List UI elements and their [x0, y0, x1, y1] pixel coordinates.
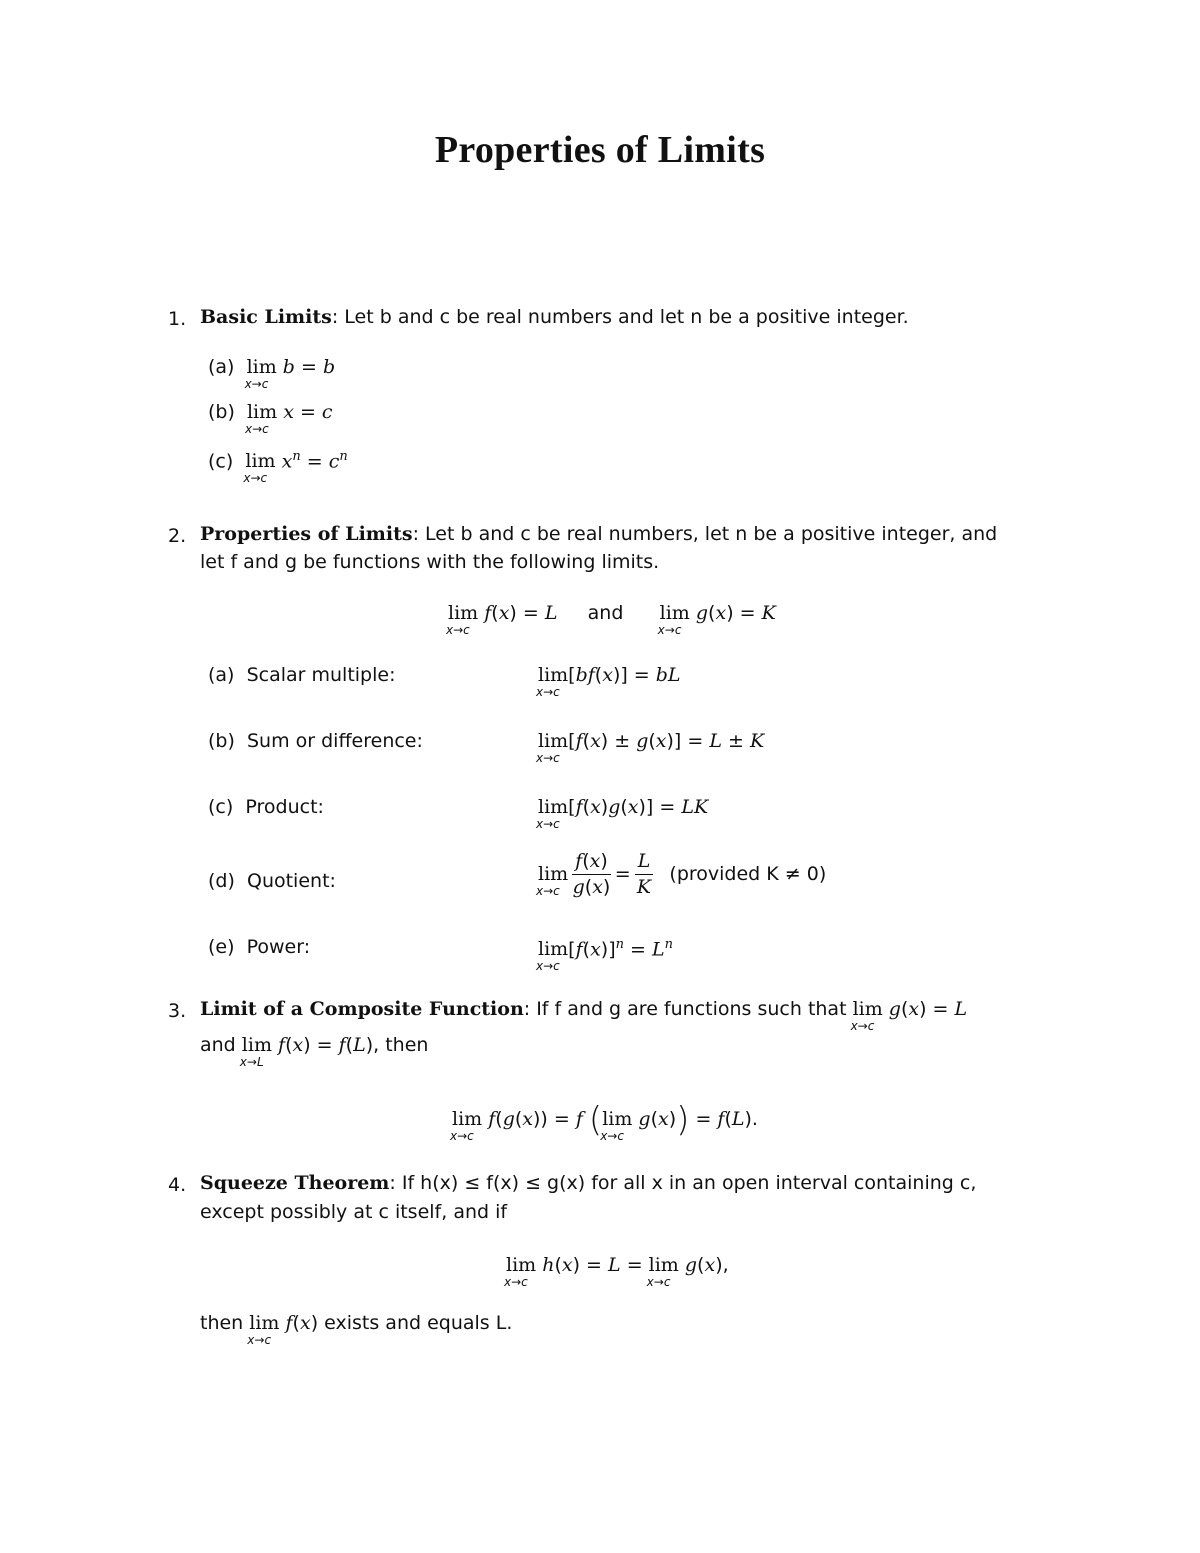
item-2b-formula: lim x→c [f(x) ± g(x)] = L ± K [536, 730, 765, 765]
given-limits: lim x→c f(x) = L and lim x→c g(x) = K [446, 602, 776, 637]
item-2c-label: (c) [208, 796, 234, 818]
item-2c-name [208, 798, 324, 817]
composite-formula: lim x→c f(g(x)) = f (lim x→c g(x)) = f(L). [450, 1100, 758, 1143]
limit-operator: lim x→c [504, 1254, 537, 1289]
limit-operator: lim x→c [247, 1312, 280, 1347]
limit-operator: lim x→c [536, 863, 569, 898]
limit-operator: lim x→c [244, 401, 278, 436]
item-2b-label: (b) [208, 730, 235, 752]
limit-operator: lim x→c [450, 1108, 483, 1143]
section-3-intro: : If f and g are functions such that [523, 998, 847, 1020]
item-2b-name [208, 732, 423, 751]
section-3-heading: Limit of a Composite Function [200, 998, 524, 1020]
section-2-intro-line2: let f and g be functions with the following limits. [200, 551, 660, 573]
item-1c-label: (c) [208, 450, 234, 473]
item-2c-formula: lim x→c [f(x)g(x)] = LK [536, 796, 709, 831]
item-1a: (a) lim x→c b = b [208, 356, 336, 391]
item-1b-label: (b) [208, 401, 235, 423]
limit-operator: lim x→c [536, 796, 569, 831]
conclusion-suffix: exists and equals L. [324, 1312, 513, 1334]
limit-operator: lim x→c [536, 664, 569, 699]
section-4-heading: Squeeze Theorem [200, 1172, 390, 1194]
section-1-number: 1. [168, 308, 187, 330]
conclusion-prefix: then [200, 1312, 244, 1334]
item-2a-label: (a) [208, 664, 235, 686]
limit-operator: lim x→c [446, 602, 479, 637]
item-2d-name [208, 872, 336, 891]
item-2a-formula: lim x→c [bf(x)] = bL [536, 664, 681, 699]
item-2a-title: Scalar multiple: [246, 664, 396, 686]
limit-operator: lim x→c [600, 1108, 633, 1143]
section-3-line2: and lim x→L f(x) = f(L), then [200, 1034, 429, 1069]
item-2e-name [208, 938, 310, 957]
section-2-number: 2. [168, 525, 187, 547]
section-1-statement [200, 308, 909, 327]
section-4-statement [200, 1174, 976, 1193]
item-2c-title: Product: [245, 796, 324, 818]
section-4-number: 4. [168, 1174, 187, 1196]
item-2d-label: (d) [208, 870, 235, 892]
quotient-result-fraction: $\frac{L}{K}$ [635, 852, 654, 897]
section-3-line2-suffix: , then [373, 1034, 429, 1056]
section-4-intro: : If h(x) ≤ f(x) ≤ g(x) for all x in an open interval containing c, [389, 1172, 977, 1194]
item-2e-formula: lim x→c $[f(x)]^n = L^n$ [536, 937, 673, 974]
limit-operator: lim x→c [657, 602, 690, 637]
section-1-heading: Basic Limits [200, 306, 332, 328]
page-title: Properties of Limits [434, 129, 766, 171]
section-1-intro: : Let b and c be real numbers and let n be a positive integer. [331, 306, 909, 328]
item-2d-title: Quotient: [246, 870, 336, 892]
item-1a-label: (a) [208, 356, 235, 378]
section-4-line2: except possibly at c itself, and if [200, 1201, 508, 1223]
limit-operator: lim x→c [646, 1254, 679, 1289]
section-4-conclusion: then lim x→c f(x) exists and equals L. [200, 1312, 513, 1347]
limit-operator: lim x→c [243, 450, 276, 486]
limit-operator: lim x→L [239, 1034, 272, 1069]
item-2e-title: Power: [246, 936, 311, 958]
item-2b-title: Sum or difference: [246, 730, 423, 752]
squeeze-formula: lim x→c h(x) = L = lim x→c g(x), [504, 1254, 729, 1289]
section-2-heading: Properties of Limits [200, 523, 413, 545]
given-connector: and [587, 602, 624, 624]
section-3-line2-prefix: and [200, 1034, 236, 1056]
section-2-statement [200, 525, 997, 544]
section-3-number: 3. [168, 1000, 187, 1022]
section-2-intro-line1: : Let b and c be real numbers, let n be a positive integer, and [412, 523, 998, 545]
section-3-statement: Limit of a Composite Function: If f and g are functions such that lim x→c g(x) = L [200, 998, 968, 1033]
item-2a-name [208, 666, 395, 685]
item-2e-label: (e) [208, 936, 235, 958]
item-1b: (b) lim x→c x = c [208, 401, 333, 436]
limit-operator: lim x→c [536, 730, 569, 765]
quotient-note: (provided K ≠ 0) [669, 863, 827, 885]
item-2d-formula: lim x→c $\frac{f(x)}{g(x)}$ = $\frac{L}{K}$ (provided K ≠ 0) [536, 850, 827, 898]
quotient-fraction: $\frac{f(x)}{g(x)}$ [572, 850, 611, 898]
limit-operator: lim x→c [244, 356, 277, 391]
limit-operator: lim x→c [536, 938, 569, 974]
limit-operator: lim x→c [850, 998, 883, 1033]
item-1c: (c) lim x→c $x^n = c^n$ [208, 449, 348, 486]
